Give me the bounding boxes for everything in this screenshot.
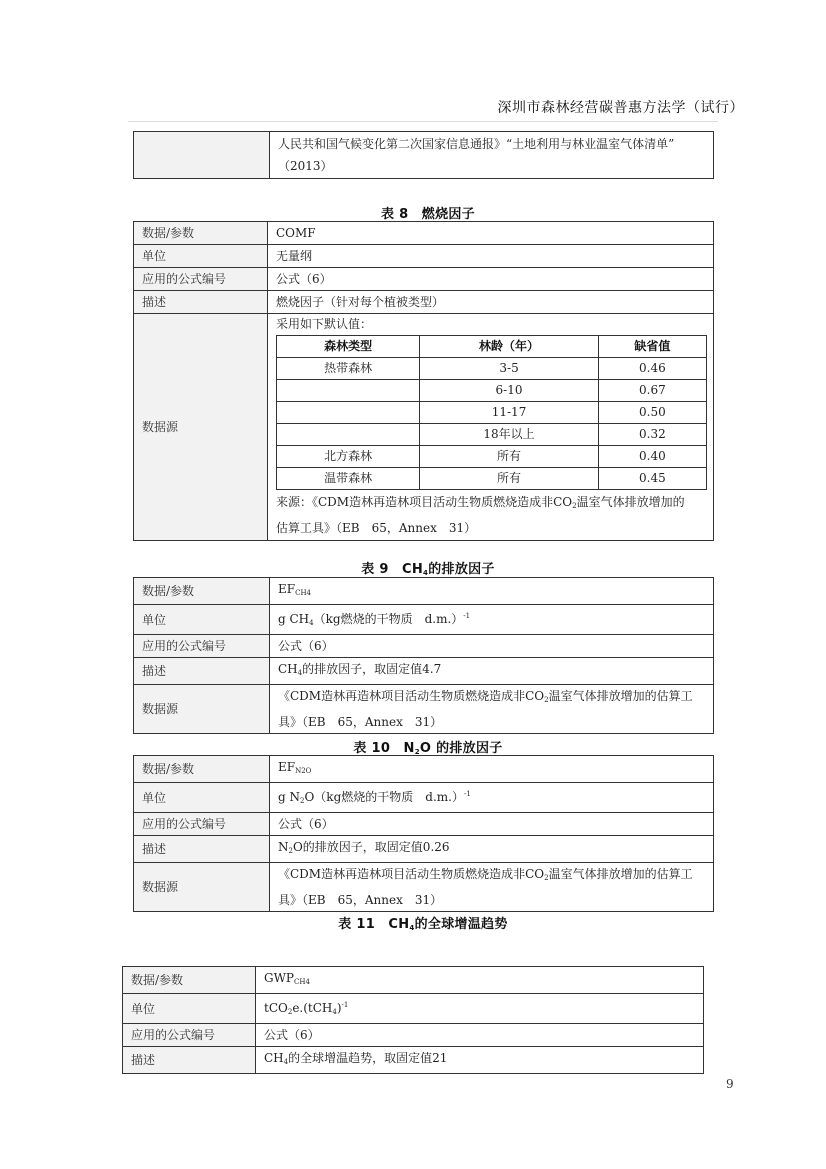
row-key: 单位 — [123, 994, 256, 1024]
row-value: 公式（6） — [256, 1024, 704, 1047]
page-number: 9 — [726, 1077, 734, 1091]
row-value: g $CH_4(kg$燃烧的干物质 d.m.）$^{-1}$ — [270, 605, 714, 635]
forest-age: 所有 — [420, 446, 598, 468]
table9 — [133, 577, 714, 734]
forest-age: 6-10 — [420, 380, 598, 402]
default-value: 0.46 — [598, 358, 706, 380]
row-key: 描述 — [134, 291, 268, 314]
row-value: $N_2O$的排放因子，取固定值0.26 — [270, 836, 714, 863]
table-row — [123, 1047, 704, 1074]
row-key: 应用的公式编号 — [134, 268, 268, 291]
header-rule — [128, 121, 718, 122]
source-note-text: 来源：《CDM造林再造林项目活动生物质燃烧造成非CO — [276, 495, 573, 509]
forest-type — [277, 424, 420, 446]
row-value: 燃烧因子（针对每个植被类型） — [268, 291, 714, 314]
table-row — [134, 245, 714, 268]
continuation-line2: （2013） — [278, 159, 333, 173]
forest-type — [277, 380, 420, 402]
caption-text: 的全球增温趋势 — [414, 917, 508, 932]
table-row — [134, 268, 714, 291]
continuation-line1: 人民共和国气候变化第二次国家信息通报》“土地利用与林业温室气体清单” — [278, 137, 675, 151]
default-value: 0.67 — [598, 380, 706, 402]
row-value: $CH_4$的全球增温趋势，取固定值21 — [256, 1047, 704, 1074]
table-row — [134, 756, 714, 783]
row-value: COMF — [268, 222, 714, 245]
row-key: 应用的公式编号 — [134, 813, 270, 836]
row-value: $GWP_{CH4}$ — [256, 967, 704, 994]
row-key: 应用的公式编号 — [134, 635, 270, 658]
inner-row — [277, 424, 707, 446]
subscript: 4 — [423, 569, 429, 577]
table-row — [134, 836, 714, 863]
table-row — [123, 994, 704, 1024]
table-row — [134, 685, 714, 734]
caption-text: 表 10 N — [353, 741, 415, 756]
table-row — [134, 863, 714, 912]
table8-caption: 表 8 燃烧因子 — [381, 207, 475, 222]
table-row — [123, 1024, 704, 1047]
caption-text: 表 9 CH — [361, 562, 424, 577]
caption-text: O 的排放因子 — [419, 741, 503, 756]
source-cell — [268, 314, 714, 541]
continuation-table — [133, 131, 714, 179]
table9-caption — [133, 558, 723, 577]
row-value: 公式（6） — [270, 635, 714, 658]
forest-age: 所有 — [420, 468, 598, 490]
subscript: 2 — [572, 502, 577, 510]
inner-row — [277, 358, 707, 380]
running-header: 深圳市森林经营碳普惠方法学（试行） — [497, 100, 744, 116]
forest-age: 11-17 — [420, 402, 598, 424]
inner-row — [277, 446, 707, 468]
inner-header: 森林类型 — [277, 336, 420, 358]
row-key: 数据/参数 — [134, 222, 268, 245]
default-value: 0.32 — [598, 424, 706, 446]
continuation-key-cell — [134, 132, 270, 179]
table-row — [134, 314, 714, 541]
continuation-value-cell — [270, 132, 714, 179]
table10 — [133, 755, 714, 912]
row-key: 应用的公式编号 — [123, 1024, 256, 1047]
subscript: 4 — [409, 924, 415, 932]
row-key: 描述 — [134, 836, 270, 863]
forest-type: 北方森林 — [277, 446, 420, 468]
caption-text: 的排放因子 — [428, 562, 495, 577]
row-value: 无量纲 — [268, 245, 714, 268]
forest-age: 18年以上 — [420, 424, 598, 446]
table-row — [134, 578, 714, 605]
source-note-text: 温室气体排放增加的 — [576, 495, 685, 509]
table-row — [134, 605, 714, 635]
table11-caption — [128, 913, 718, 932]
inner-row — [277, 468, 707, 490]
default-value: 0.50 — [598, 402, 706, 424]
row-key: 数据源 — [134, 863, 270, 912]
row-key: 描述 — [134, 658, 270, 685]
inner-header: 林龄（年） — [420, 336, 598, 358]
row-key: 单位 — [134, 783, 270, 813]
row-key: 数据源 — [134, 314, 268, 541]
table-row — [134, 291, 714, 314]
table-row — [134, 783, 714, 813]
table10-caption — [133, 737, 723, 756]
inner-row — [277, 380, 707, 402]
row-value: 《CDM造林再造林项目活动生物质燃烧造成非$CO_2$温室气体排放增加的估算工 具》（EB 65，Annex 31） — [270, 863, 714, 912]
row-key: 单位 — [134, 245, 268, 268]
row-key: 单位 — [134, 605, 270, 635]
inner-header: 缺省值 — [598, 336, 706, 358]
forest-type — [277, 402, 420, 424]
row-value: $EF_{N2O}$ — [270, 756, 714, 783]
forest-type: 热带森林 — [277, 358, 420, 380]
table-row — [123, 967, 704, 994]
caption-text: 表 11 CH — [338, 917, 410, 932]
row-key: 数据/参数 — [134, 756, 270, 783]
row-value: 公式（6） — [270, 813, 714, 836]
row-key: 描述 — [123, 1047, 256, 1074]
inner-row — [277, 402, 707, 424]
row-key: 数据/参数 — [134, 578, 270, 605]
table-row — [134, 813, 714, 836]
subscript: 2 — [414, 748, 420, 756]
row-value: 公式（6） — [268, 268, 714, 291]
default-values-table — [276, 335, 707, 490]
forest-age: 3-5 — [420, 358, 598, 380]
row-key: 数据/参数 — [123, 967, 256, 994]
table8 — [133, 221, 714, 541]
row-value: $EF_{CH4}$ — [270, 578, 714, 605]
forest-type: 温带森林 — [277, 468, 420, 490]
row-value: $CH_4$的排放因子，取固定值4.7 — [270, 658, 714, 685]
row-key: 数据源 — [134, 685, 270, 734]
default-value: 0.45 — [598, 468, 706, 490]
source-note-line2: 估算工具》（EB 65，Annex 31） — [276, 521, 477, 535]
row-value: $tCO_2e.(tCH_4)^{-1}$ — [256, 994, 704, 1024]
table11 — [122, 966, 704, 1074]
table-row — [134, 222, 714, 245]
table-row — [134, 635, 714, 658]
source-note — [276, 490, 707, 517]
row-value: g $N_2O(kg$燃烧的干物质 d.m.）$^{-1}$ — [270, 783, 714, 813]
source-intro: 采用如下默认值： — [276, 317, 373, 331]
table-row — [134, 658, 714, 685]
row-value: 《CDM造林再造林项目活动生物质燃烧造成非$CO_2$温室气体排放增加的估算工 具》（EB 65，Annex 31） — [270, 685, 714, 734]
default-value: 0.40 — [598, 446, 706, 468]
